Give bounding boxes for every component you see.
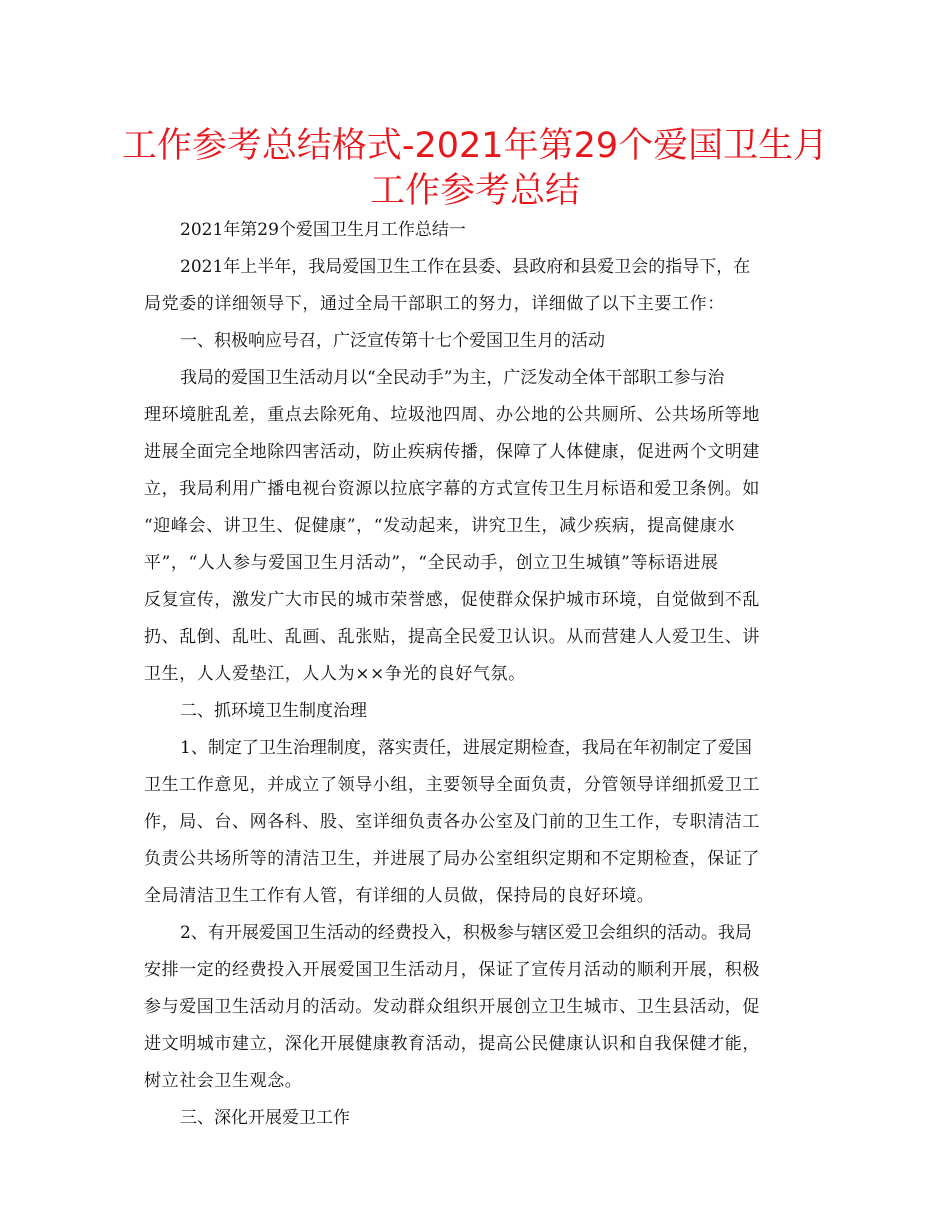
text-line: 理环境脏乱差，重点去除死角、垃圾池四周、办公地的公共厕所、公共场所等地 — [144, 405, 760, 425]
text-line: 一、积极响应号召，广泛宣传第十七个爱国卫生月的活动 — [180, 331, 605, 351]
text-line: 2021年上半年，我局爱国卫生工作在县委、县政府和县爱卫会的指导下，在 — [180, 257, 751, 277]
text-line: 二、抓环境卫生制度治理 — [180, 701, 367, 721]
text-line: 我局的爱国卫生活动月以“全民动手”为主，广泛发动全体干部职工参与治 — [180, 368, 725, 388]
document-title-line-1: 工作参考总结格式-2021年第29个爱国卫生月 — [121, 126, 829, 166]
text-line: 2、有开展爱国卫生活动的经费投入，积极参与辖区爱卫会组织的活动。我局 — [180, 923, 752, 943]
document-title-line-2: 工作参考总结 — [369, 171, 580, 211]
text-line: 立，我局利用广播电视台资源以拉底字幕的方式宣传卫生月标语和爱卫条例。如 — [144, 479, 760, 499]
text-line: 进展全面完全地除四害活动，防止疾病传播，保障了人体健康，促进两个文明建 — [144, 442, 760, 462]
text-line: 参与爱国卫生活动月的活动。发动群众组织开展创立卫生城市、卫生县活动，促 — [144, 997, 760, 1017]
text-line: 局党委的详细领导下，通过全局干部职工的努力，详细做了以下主要工作： — [144, 294, 725, 314]
text-line: 三、深化开展爱卫工作 — [180, 1108, 350, 1128]
document-body — [144, 212, 809, 1137]
text-line: 反复宣传，激发广大市民的城市荣誉感，促使群众保护城市环境，自觉做到不乱 — [144, 590, 760, 610]
text-line: 平”，“人人参与爱国卫生月活动”，“全民动手，创立卫生城镇”等标语进展 — [144, 553, 719, 573]
text-line: 扔、乱倒、乱吐、乱画、乱张贴，提高全民爱卫认识。从而营建人人爱卫生、讲 — [144, 627, 760, 647]
text-line: 卫生工作意见，并成立了领导小组，主要领导全面负责，分管领导详细抓爱卫工 — [144, 775, 760, 795]
text-line: 负责公共场所等的清洁卫生，并进展了局办公室组织定期和不定期检查，保证了 — [144, 849, 760, 869]
text-line: 树立社会卫生观念。 — [144, 1071, 303, 1091]
text-line: 卫生，人人爱垫江，人人为××争光的良好气氛。 — [144, 664, 526, 684]
text-line: 进文明城市建立，深化开展健康教育活动，提高公民健康认识和自我保健才能， — [144, 1034, 760, 1054]
text-line: 安排一定的经费投入开展爱国卫生活动月，保证了宣传月活动的顺利开展，积极 — [144, 960, 760, 980]
text-line: 2021年第29个爱国卫生月工作总结一 — [180, 220, 466, 240]
text-line: 作，局、台、网各科、股、室详细负责各办公室及门前的卫生工作，专职清洁工 — [144, 812, 760, 832]
text-line: “迎峰会、讲卫生、促健康”，“发动起来，讲究卫生，减少疾病，提高健康水 — [144, 516, 736, 536]
text-line: 1、制定了卫生治理制度，落实责任，进展定期检查，我局在年初制定了爱国 — [180, 738, 752, 758]
text-line: 全局清洁卫生工作有人管，有详细的人员做，保持局的良好环境。 — [144, 886, 655, 906]
